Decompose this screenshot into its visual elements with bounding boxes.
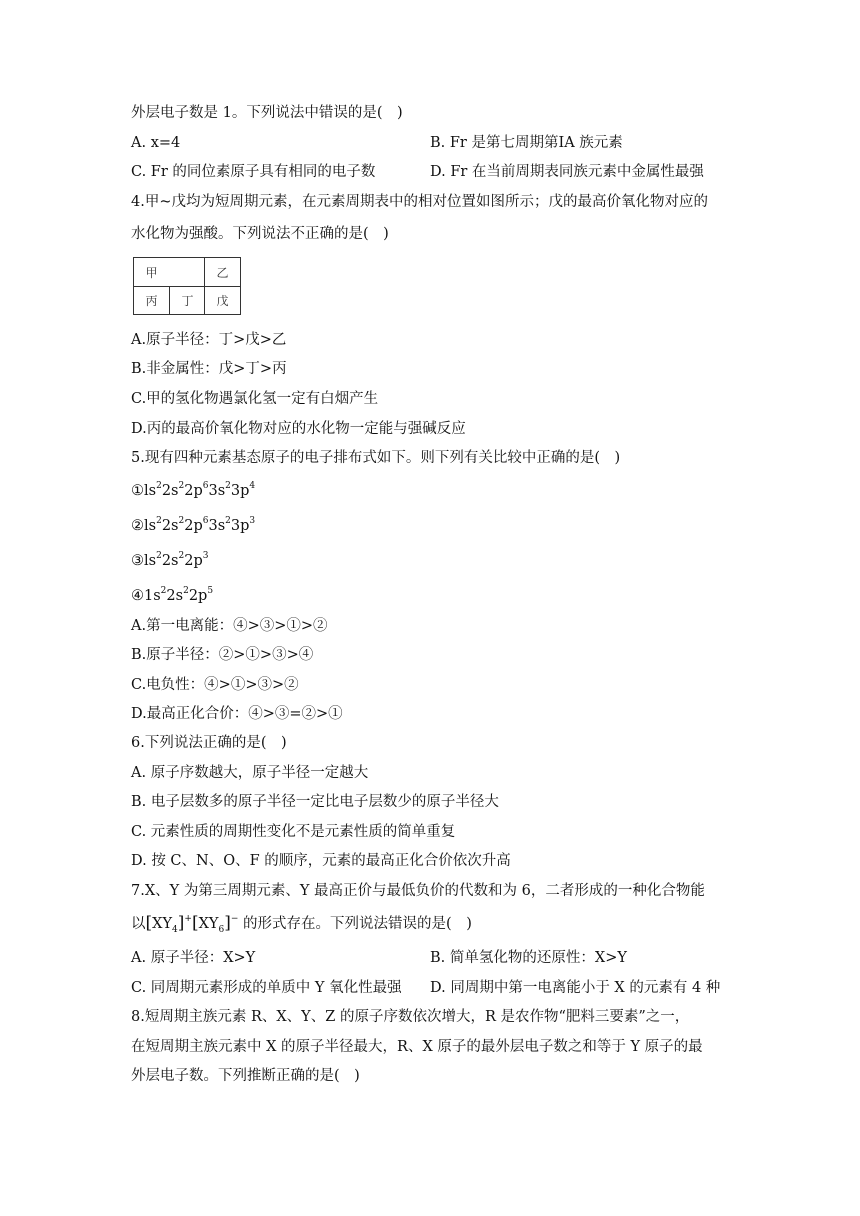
cell-ding: 丁 xyxy=(181,293,194,308)
q3-option-a: A. x=4 xyxy=(131,135,181,151)
config-4: $④1s^22s^22p^5$ xyxy=(131,586,214,604)
q3-stem-tail: 外层电子数是 1。下列说法中错误的是( ) xyxy=(131,105,403,121)
q8-stem-line1: 8.短周期主族元素 R、X、Y、Z 的原子序数依次增大，R 是农作物“肥料三要素”之一， xyxy=(131,1009,690,1025)
q6-option-b: B. 电子层数多的原子半径一定比电子层数少的原子半径大 xyxy=(131,794,499,810)
q4-stem-line1: 4.甲~戊均为短周期元素，在元素周期表中的相对位置如图所示；戊的最高价氧化物对应的 xyxy=(131,194,708,210)
q3-option-d: D. Fr 在当前周期表同族元素中金属性最强 xyxy=(430,164,704,180)
q7-stem-line2: 以$[XY_4]^+[XY_6]^-$ 的形式存在。下列说法错误的是( ) xyxy=(131,913,472,935)
q7-option-c: C. 同周期元素形成的单质中 Y 氧化性最强 xyxy=(131,980,402,996)
q3-option-b: B. Fr 是第七周期第IA 族元素 xyxy=(430,135,623,151)
q7-option-b: B. 简单氢化物的还原性：X>Y xyxy=(430,950,627,966)
q5-option-c: C.电负性：④>①>③>② xyxy=(131,677,299,693)
q3-option-c: C. Fr 的同位素原子具有相同的电子数 xyxy=(131,164,376,180)
q5-stem: 5.现有四种元素基态原子的电子排布式如下。则下列有关比较中正确的是( ) xyxy=(131,450,621,466)
periodic-table-figure xyxy=(133,257,241,315)
q4-option-b: B.非金属性：戊>丁>丙 xyxy=(131,361,287,377)
q8-stem-line2: 在短周期主族元素中 X 的原子半径最大，R、X 原子的最外层电子数之和等于 Y 原子的最 xyxy=(131,1039,703,1055)
cell-yi: 乙 xyxy=(216,265,229,280)
q7-option-d: D. 同周期中第一电离能小于 X 的元素有 4 种 xyxy=(430,980,721,996)
q7-stem-line1: 7.X、Y 为第三周期元素、Y 最高正价与最低负价的代数和为 6，二者形成的一种化合物能 xyxy=(131,883,705,899)
q6-option-c: C. 元素性质的周期性变化不是元素性质的简单重复 xyxy=(131,824,456,840)
q5-option-d: D.最高正化合价：④>③=②>① xyxy=(131,706,343,722)
config-1: $①ls^22s^22p^63s^23p^4$ xyxy=(131,481,256,499)
cell-jia: 甲 xyxy=(145,265,158,280)
q5-option-a: A.第一电离能：④>③>①>② xyxy=(131,618,328,634)
q4-option-d: D.丙的最高价氧化物对应的水化物一定能与强碱反应 xyxy=(131,421,466,437)
config-2: $②ls^22s^22p^63s^23p^3$ xyxy=(131,516,256,534)
q5-option-b: B.原子半径：②>①>③>④ xyxy=(131,647,314,663)
q6-stem: 6.下列说法正确的是( ) xyxy=(131,735,287,751)
q6-option-a: A. 原子序数越大，原子半径一定越大 xyxy=(131,765,369,781)
q4-option-a: A.原子半径：丁>戊>乙 xyxy=(131,332,287,348)
cell-bing: 丙 xyxy=(145,293,158,308)
q8-stem-line3: 外层电子数。下列推断正确的是( ) xyxy=(131,1068,360,1084)
cell-wu: 戊 xyxy=(216,293,229,308)
q6-option-d: D. 按 C、N、O、F 的顺序，元素的最高正化合价依次升高 xyxy=(131,853,511,869)
q7-option-a: A. 原子半径：X>Y xyxy=(131,950,256,966)
config-3: $③ls^22s^22p^3$ xyxy=(131,551,209,569)
q4-stem-line2: 水化物为强酸。下列说法不正确的是( ) xyxy=(131,226,389,242)
q4-option-c: C.甲的氢化物遇氯化氢一定有白烟产生 xyxy=(131,391,379,407)
